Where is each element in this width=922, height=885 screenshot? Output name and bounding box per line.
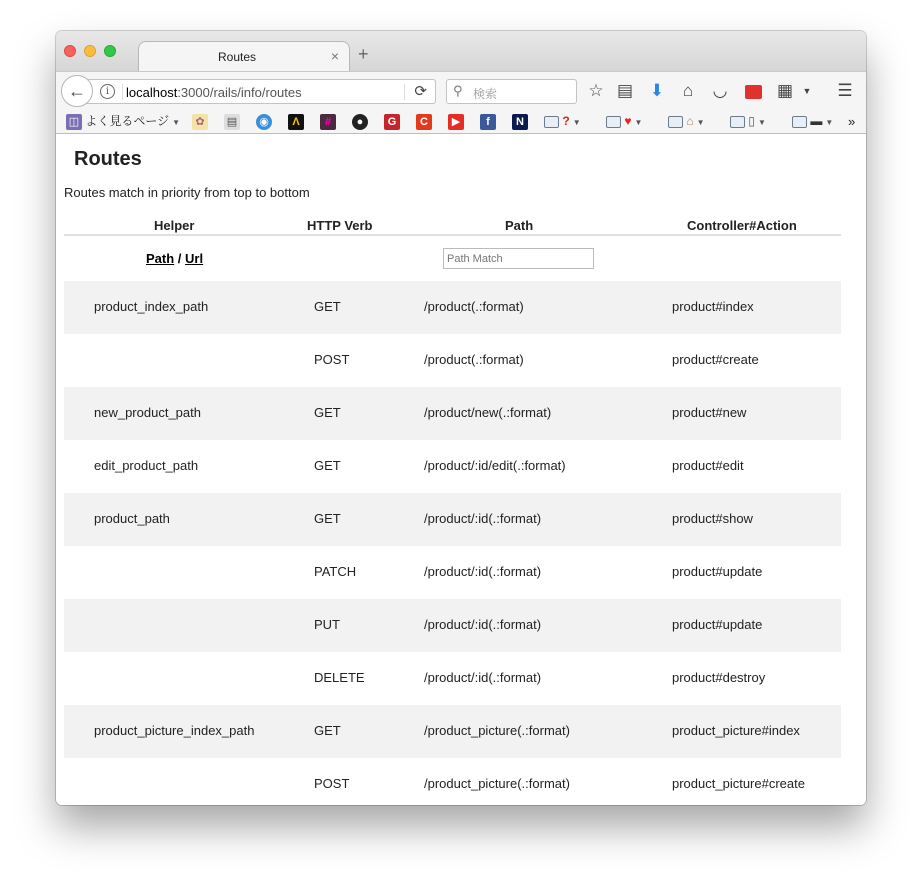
- route-path: /product(.:format): [424, 352, 524, 367]
- bookmark-1[interactable]: [192, 113, 208, 130]
- back-button[interactable]: [61, 75, 93, 107]
- window-minimize-button[interactable]: [84, 45, 96, 57]
- facebook-icon: f: [480, 114, 496, 130]
- table-row: [64, 387, 841, 440]
- routes-table-body: [64, 281, 841, 805]
- bookmark-favicon-icon: C: [416, 114, 432, 130]
- route-action: product#show: [672, 511, 753, 526]
- table-header: [64, 215, 841, 236]
- route-action: product#update: [672, 617, 763, 632]
- chevron-down-icon: ▼: [757, 118, 766, 127]
- folder-icon: [668, 116, 683, 128]
- route-verb: PATCH: [314, 564, 357, 579]
- bookmark-folder-3[interactable]: [668, 113, 705, 130]
- table-row: [64, 546, 841, 599]
- table-row: [64, 758, 841, 805]
- url-path: :3000/rails/info/routes: [177, 85, 302, 100]
- bookmark-4[interactable]: [288, 113, 304, 130]
- browser-window: [56, 31, 866, 805]
- route-verb: GET: [314, 405, 341, 420]
- bookmark-github[interactable]: [352, 113, 368, 130]
- bookmark-star-icon[interactable]: ☆: [588, 81, 604, 100]
- route-path: /product/:id(.:format): [424, 511, 542, 526]
- table-row: [64, 334, 841, 387]
- route-path: /product/:id/edit(.:format): [424, 458, 566, 473]
- youtube-icon: ▶: [448, 114, 464, 130]
- route-action: product_picture#create: [672, 776, 805, 791]
- tab-title: Routes: [217, 50, 257, 64]
- route-verb: GET: [314, 511, 341, 526]
- tab-close-icon[interactable]: ×: [330, 48, 339, 64]
- menu-icon[interactable]: ☰: [837, 81, 853, 100]
- extension-red-icon[interactable]: [742, 81, 764, 101]
- route-verb: DELETE: [314, 670, 365, 685]
- path-link[interactable]: Path: [146, 251, 175, 266]
- bookmark-youtube[interactable]: [448, 113, 464, 130]
- route-path: /product_picture(.:format): [424, 776, 570, 791]
- extension-dropdown-icon[interactable]: ▼: [802, 86, 812, 96]
- window-close-button[interactable]: [64, 45, 76, 57]
- laptop-icon: ▬: [810, 114, 823, 128]
- route-verb: POST: [314, 776, 350, 791]
- table-row: [64, 440, 841, 493]
- bookmark-folder-1[interactable]: [544, 113, 581, 130]
- tab-routes[interactable]: [138, 41, 350, 72]
- filter-row: [64, 237, 841, 281]
- intro-text: Routes match in priority from top to bottom: [64, 185, 310, 200]
- reload-icon[interactable]: ⟳: [414, 83, 427, 100]
- route-path: /product/:id(.:format): [424, 670, 542, 685]
- search-bar[interactable]: [446, 79, 577, 104]
- chevron-down-icon: ▼: [696, 118, 705, 127]
- bookmark-favicon-icon: ◉: [256, 114, 272, 130]
- table-row: [64, 493, 841, 546]
- url-link[interactable]: Url: [185, 251, 204, 266]
- route-action: product#index: [672, 299, 754, 314]
- helper-format-links: [146, 251, 203, 266]
- chevron-down-icon: ▼: [572, 118, 581, 127]
- folder-icon: [730, 116, 745, 128]
- house-icon: ⌂: [686, 114, 694, 128]
- column-header-path: Path: [505, 218, 534, 233]
- url-text[interactable]: [126, 85, 302, 100]
- folder-icon: [792, 116, 807, 128]
- bookmark-most-visited[interactable]: [66, 113, 180, 130]
- table-row: [64, 599, 841, 652]
- chevron-down-icon: ▼: [825, 118, 834, 127]
- page-title: Routes: [74, 148, 142, 170]
- back-arrow-icon: ←: [68, 81, 86, 101]
- route-verb: GET: [314, 723, 341, 738]
- route-verb: POST: [314, 352, 350, 367]
- route-helper: product_picture_index_path: [94, 723, 255, 738]
- route-helper: edit_product_path: [94, 458, 199, 473]
- navigation-toolbar: [56, 71, 866, 109]
- page-content: [56, 135, 866, 805]
- bookmark-folder-4[interactable]: [730, 113, 766, 130]
- chevron-down-icon: ▼: [172, 118, 181, 127]
- path-match-input[interactable]: [443, 248, 594, 269]
- window-zoom-button[interactable]: [104, 45, 116, 57]
- bookmark-5[interactable]: [320, 113, 336, 130]
- bookmark-3[interactable]: [256, 113, 272, 130]
- column-header-verb: HTTP Verb: [307, 218, 373, 233]
- route-verb: GET: [314, 299, 341, 314]
- column-header-helper: Helper: [154, 218, 195, 233]
- bookmark-favicon-icon: #: [320, 114, 336, 130]
- route-path: /product/:id(.:format): [424, 617, 542, 632]
- route-path: /product_picture(.:format): [424, 723, 570, 738]
- bookmark-2[interactable]: [224, 113, 240, 130]
- bookmarks-toolbar: [56, 109, 866, 134]
- table-row: [64, 705, 841, 758]
- site-info-icon[interactable]: i: [100, 84, 115, 99]
- table-row: [64, 281, 841, 334]
- reload-separator: [404, 84, 405, 100]
- url-host: localhost: [126, 85, 178, 100]
- table-row: [64, 652, 841, 705]
- bookmarks-overflow-icon[interactable]: »: [848, 114, 856, 129]
- bookmark-folder-2[interactable]: [606, 113, 642, 130]
- url-bar[interactable]: [86, 79, 436, 104]
- bookmark-8[interactable]: [416, 113, 432, 130]
- route-action: product#update: [672, 564, 763, 579]
- route-verb: GET: [314, 458, 341, 473]
- most-visited-label: よく見るページ: [85, 114, 170, 128]
- folder-icon: [544, 116, 559, 128]
- bookmark-favicon-icon: G: [384, 114, 400, 130]
- bookmark-11[interactable]: [512, 113, 528, 130]
- reading-list-icon[interactable]: ▤: [616, 81, 634, 100]
- route-action: product#create: [672, 352, 759, 367]
- search-placeholder: 検索: [473, 87, 498, 101]
- route-action: product#destroy: [672, 670, 766, 685]
- pocket-icon[interactable]: ◡: [712, 81, 728, 100]
- route-verb: PUT: [314, 617, 340, 632]
- column-header-action: Controller#Action: [687, 218, 797, 233]
- bookmark-favicon-icon: ✿: [192, 114, 208, 130]
- route-action: product#edit: [672, 458, 744, 473]
- question-icon: ?: [562, 114, 570, 128]
- folder-icon: [606, 116, 621, 128]
- route-path: /product(.:format): [424, 299, 524, 314]
- tab-strip: [56, 31, 866, 71]
- search-icon: ⚲: [453, 83, 463, 98]
- route-path: /product/:id(.:format): [424, 564, 542, 579]
- bookmark-favicon-icon: N: [512, 114, 528, 130]
- bookmark-favicon-icon: ▤: [224, 114, 240, 130]
- route-action: product_picture#index: [672, 723, 800, 738]
- url-separator: [122, 84, 123, 100]
- route-helper: product_index_path: [94, 299, 209, 314]
- new-tab-button[interactable]: +: [358, 44, 369, 64]
- route-action: product#new: [672, 405, 747, 420]
- github-icon: ●: [352, 114, 368, 130]
- bookmark-folder-5[interactable]: [792, 113, 833, 130]
- route-helper: product_path: [94, 511, 170, 526]
- most-visited-icon: ◫: [66, 114, 82, 130]
- bookmark-facebook[interactable]: [480, 113, 496, 130]
- heart-icon: ♥: [624, 114, 632, 128]
- book-icon: ▯: [748, 114, 755, 128]
- chevron-down-icon: ▼: [634, 118, 643, 127]
- bookmark-7[interactable]: [384, 113, 400, 130]
- route-helper: new_product_path: [94, 405, 201, 420]
- downloads-icon[interactable]: ⬇: [649, 81, 665, 100]
- link-separator: /: [177, 251, 182, 266]
- home-icon[interactable]: ⌂: [682, 81, 694, 100]
- extension-grid-icon[interactable]: ▦: [776, 81, 794, 100]
- route-path: /product/new(.:format): [424, 405, 552, 420]
- bookmark-favicon-icon: Λ: [288, 114, 304, 130]
